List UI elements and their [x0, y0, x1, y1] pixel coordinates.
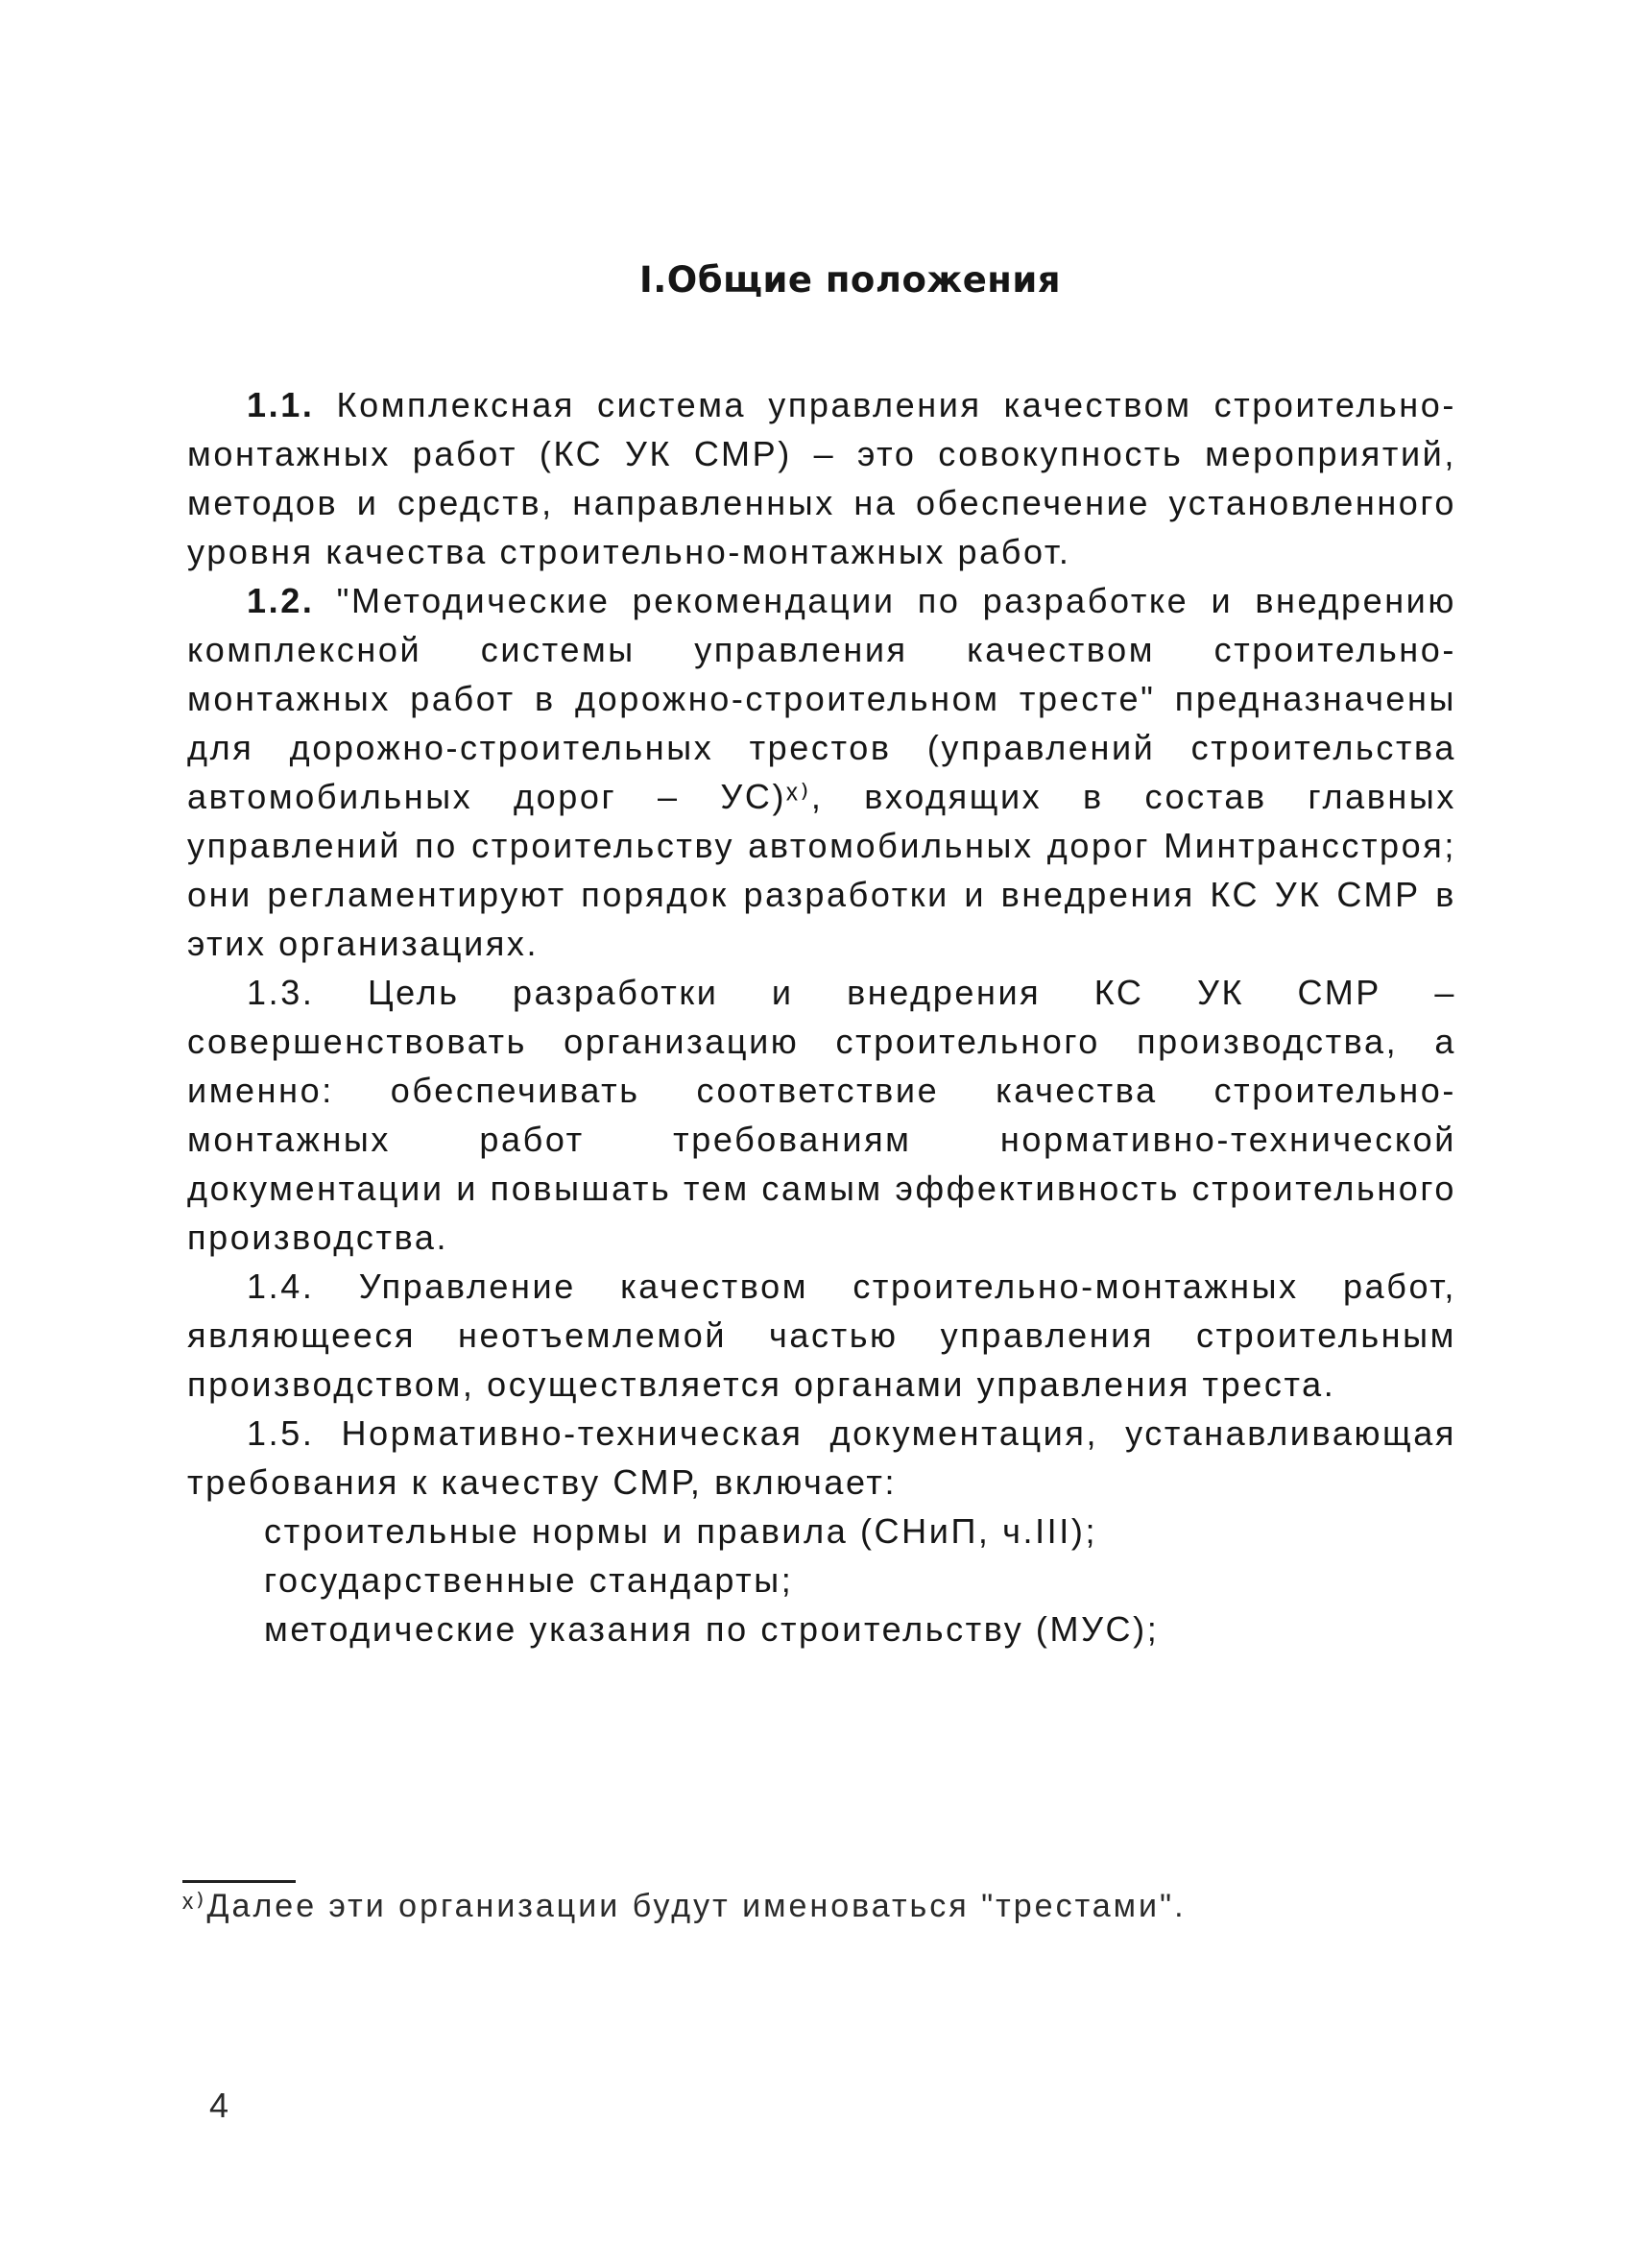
paragraph-1-1 [187, 380, 1456, 576]
paragraph-text: Комплексная система управления качеством строительно-монтажных работ (КС УК СМР) – это совокупность мероприятий, методов и средств, направленных на обеспечение установленного уровня качества строительно-монтажных работ. [187, 385, 1456, 571]
page-number: 4 [209, 2086, 229, 2125]
paragraph-1-3 [187, 968, 1456, 1262]
list-item: методические указания по строительству (МУС); [264, 1609, 1160, 1649]
paragraph-text: Управление качеством строительно-монтажных работ, являющееся неотъемлемой частью управления строительным производством, осуществляется органами управления треста. [187, 1267, 1456, 1404]
paragraph-1-5 [187, 1409, 1456, 1507]
section-body [187, 380, 1456, 1653]
paragraph-number: 1.1. [247, 385, 315, 424]
footnote-divider [182, 1880, 296, 1883]
paragraph-1-4 [187, 1262, 1456, 1409]
paragraph-text: Нормативно-техническая документация, устанавливающая требования к качеству СМР, включает: [187, 1413, 1456, 1502]
documentation-list [187, 1507, 1456, 1653]
footnote: ˣ⁾Далее эти организации будут именоваться "трестами". [182, 1888, 1187, 1924]
paragraph-text: "Методические рекомендации по разработке и внедрению комплексной системы управления качеством строительно-монтажных работ в дорожно-строительном тресте" предназначены для дорожно-строительных трестов (управлений строительства автомобильных дорог – УС)ˣ⁾, входящих в состав главных управлений по строительству автомобильных дорог Минтрансстроя; они регламентируют порядок разработки и внедрения КС УК СМР в этих организациях. [187, 581, 1456, 963]
paragraph-text: Цель разработки и внедрения КС УК СМР – совершенствовать организацию строительного производства, а именно: обеспечивать соответствие качества строительно-монтажных работ требованиям нормативно-технической документации и повышать тем самым эффективность строительного производства. [187, 973, 1456, 1257]
paragraph-number: 1.3. [247, 973, 315, 1012]
paragraph-1-2 [187, 576, 1456, 968]
paragraph-number: 1.4. [247, 1267, 315, 1306]
paragraph-number: 1.5. [247, 1413, 315, 1453]
list-item: государственные стандарты; [264, 1560, 794, 1600]
list-item: строительные нормы и правила (СНиП, ч.III); [264, 1511, 1098, 1551]
paragraph-number: 1.2. [247, 581, 315, 620]
section-title: I.Общие положения [638, 259, 1062, 301]
